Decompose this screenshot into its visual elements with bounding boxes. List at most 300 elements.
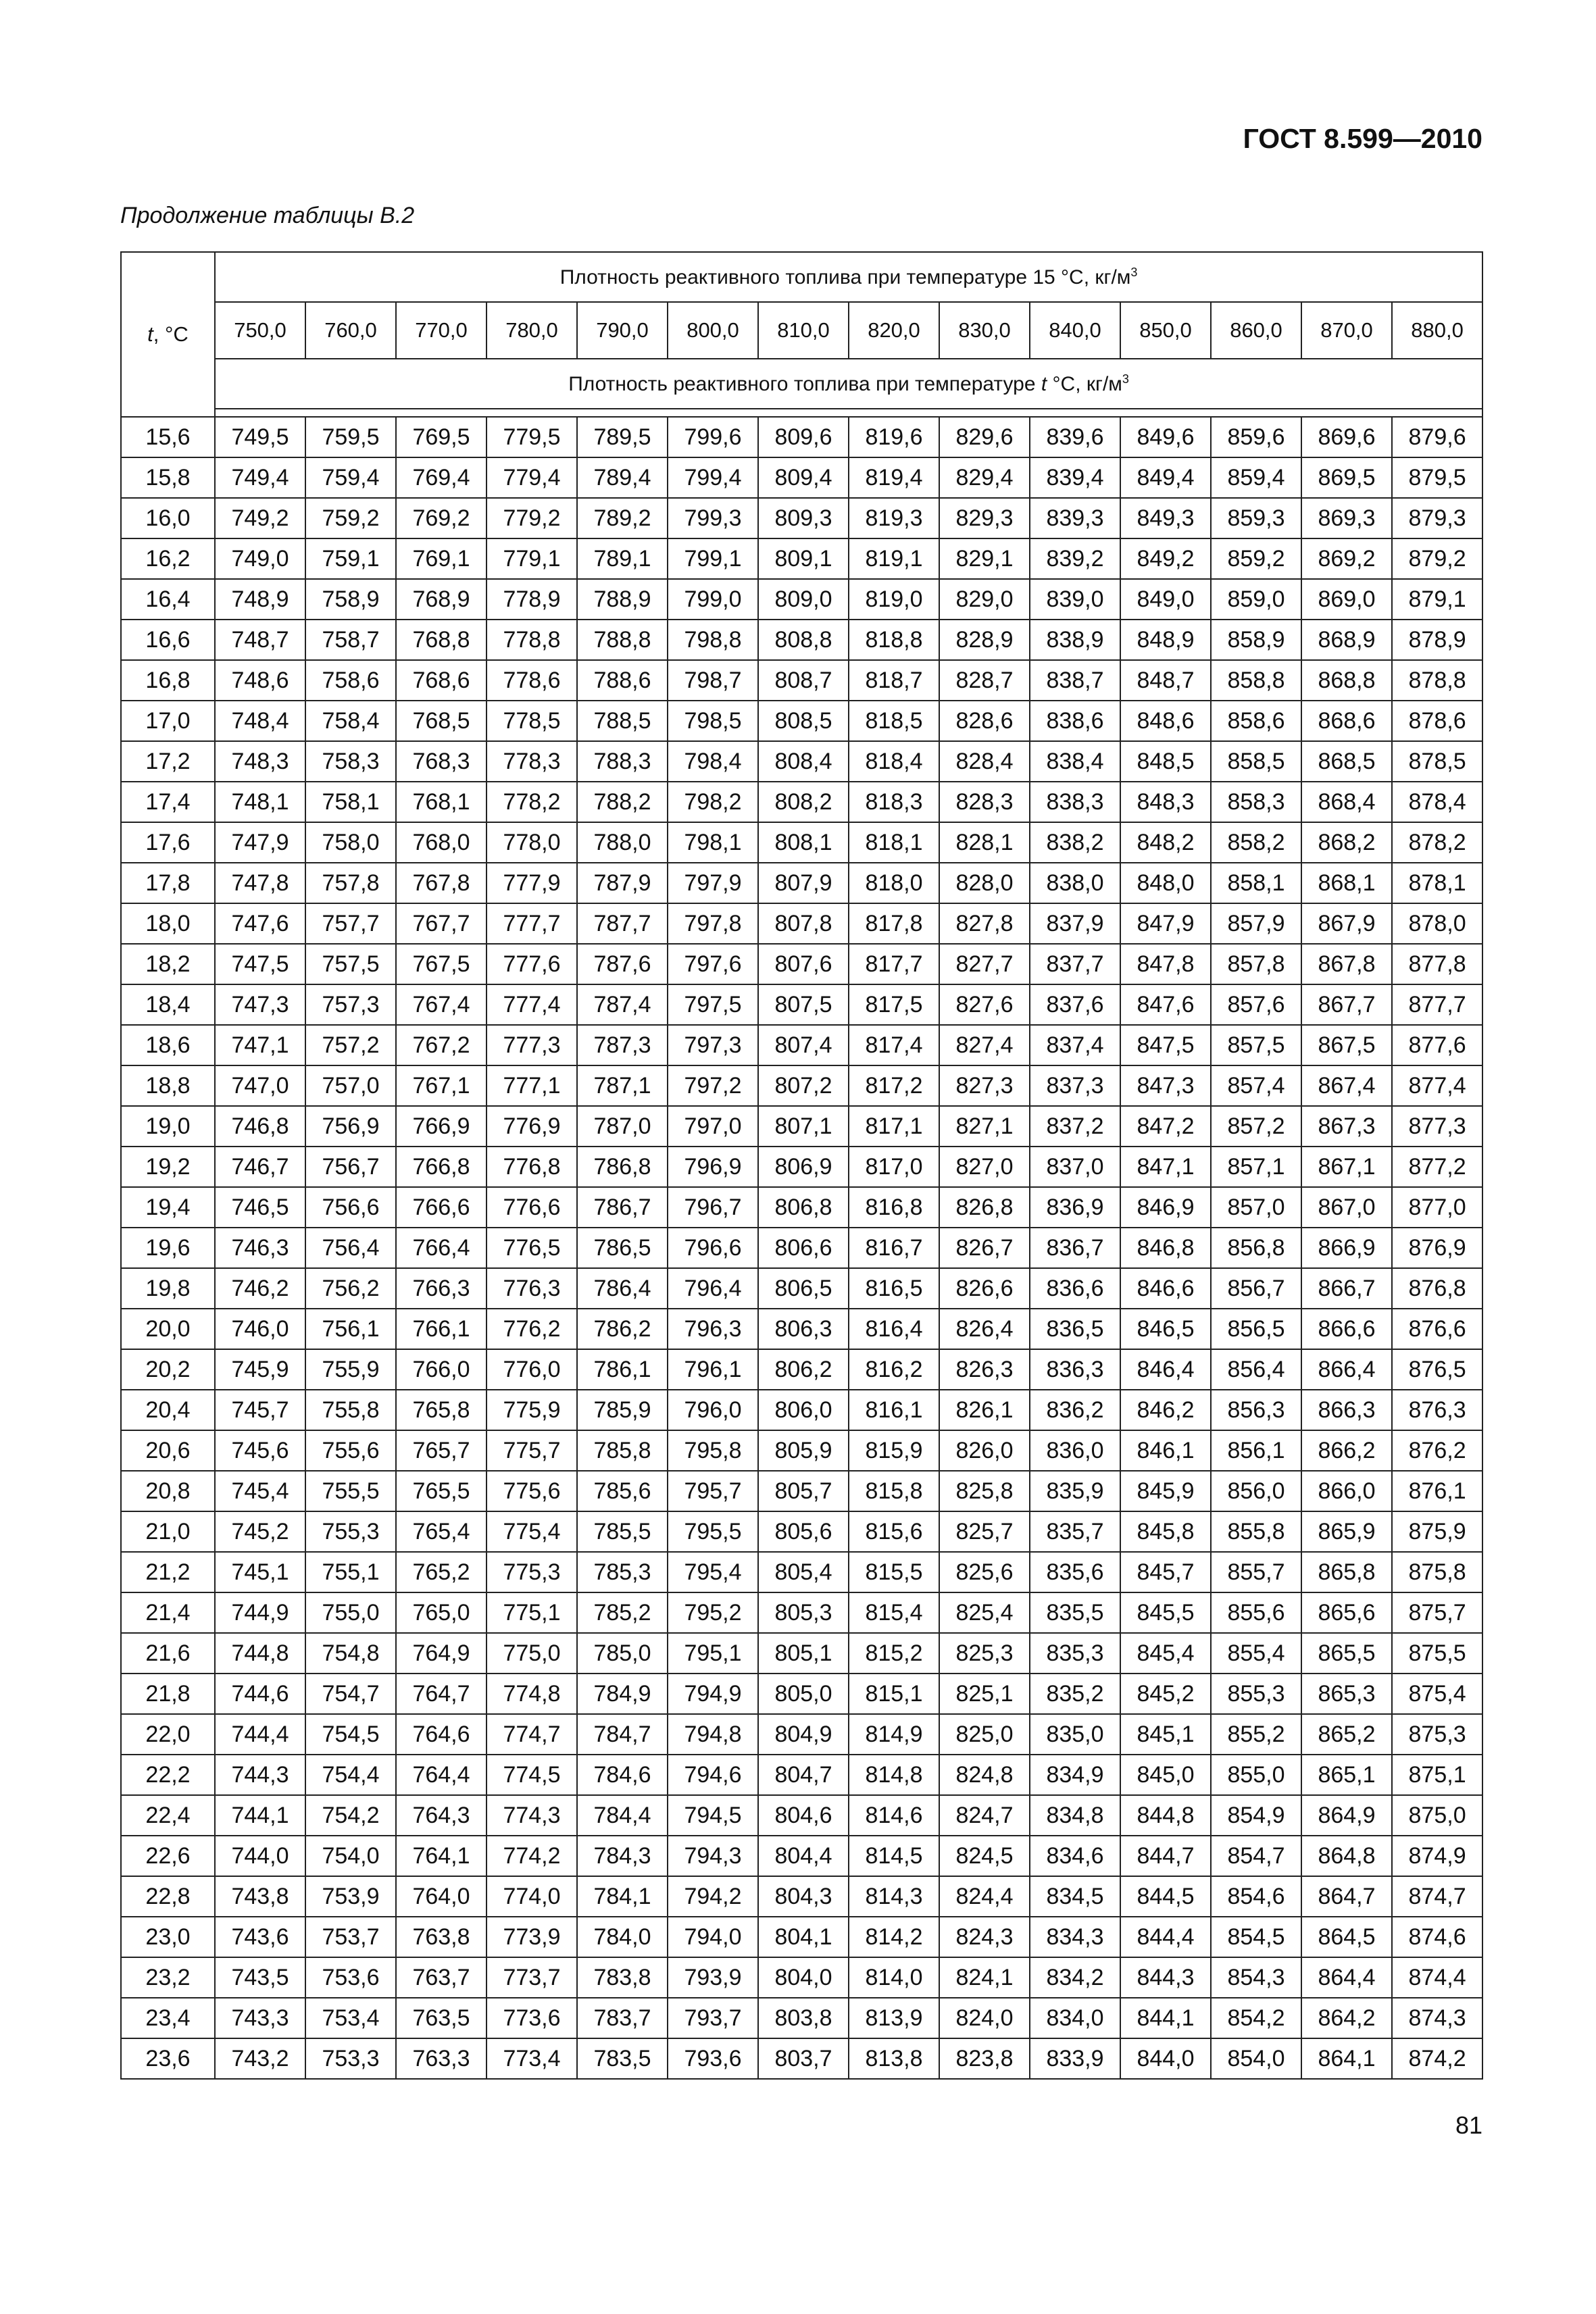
density-cell: 859,4 [1211, 457, 1301, 498]
density-cell: 794,5 [668, 1795, 758, 1836]
density-cell: 848,7 [1120, 660, 1211, 701]
density-cell: 857,2 [1211, 1106, 1301, 1147]
density-cell: 799,4 [668, 457, 758, 498]
density-cell: 855,7 [1211, 1552, 1301, 1592]
density-cell: 805,7 [758, 1471, 849, 1511]
density-cell: 743,2 [215, 2038, 305, 2079]
density-cell: 866,9 [1301, 1228, 1392, 1268]
density-cell: 875,5 [1392, 1633, 1482, 1674]
table-row [121, 579, 1482, 620]
density-cell: 796,3 [668, 1309, 758, 1349]
density-cell: 869,6 [1301, 417, 1392, 457]
density-cell: 849,2 [1120, 538, 1211, 579]
density-cell: 844,5 [1120, 1876, 1211, 1917]
density-cell: 757,3 [305, 984, 396, 1025]
density-cell: 875,7 [1392, 1592, 1482, 1633]
density-cell: 756,9 [305, 1106, 396, 1147]
density-cell: 854,0 [1211, 2038, 1301, 2079]
density-cell: 849,4 [1120, 457, 1211, 498]
density-cell: 798,1 [668, 822, 758, 863]
density-cell: 825,7 [939, 1511, 1030, 1552]
density-cell: 874,4 [1392, 1957, 1482, 1998]
density-cell: 783,8 [577, 1957, 668, 1998]
density-cell: 764,1 [396, 1836, 487, 1876]
density-cell: 775,7 [487, 1430, 577, 1471]
table-row [121, 782, 1482, 822]
density-cell: 818,8 [849, 620, 939, 660]
temperature-cell: 22,8 [121, 1876, 215, 1917]
density-column-header: 830,0 [939, 302, 1030, 359]
density-cell: 828,6 [939, 701, 1030, 741]
density-cell: 766,8 [396, 1147, 487, 1187]
density-cell: 868,8 [1301, 660, 1392, 701]
density-cell: 794,3 [668, 1836, 758, 1876]
density-cell: 869,5 [1301, 457, 1392, 498]
density-cell: 767,1 [396, 1065, 487, 1106]
density-cell: 766,1 [396, 1309, 487, 1349]
density-cell: 798,5 [668, 701, 758, 741]
temperature-cell: 18,0 [121, 903, 215, 944]
density-t-group-header: Плотность реактивного топлива при температуре t °C, $кг/м^3$ [215, 359, 1482, 409]
header-spacer [215, 409, 1482, 417]
density-cell: 777,4 [487, 984, 577, 1025]
density-cell: 744,8 [215, 1633, 305, 1674]
temperature-cell: 22,2 [121, 1755, 215, 1795]
density-cell: 879,6 [1392, 417, 1482, 457]
density-cell: 763,3 [396, 2038, 487, 2079]
density-cell: 834,8 [1030, 1795, 1120, 1836]
density-cell: 833,9 [1030, 2038, 1120, 2079]
density-cell: 816,2 [849, 1349, 939, 1390]
density-cell: 865,2 [1301, 1714, 1392, 1755]
density-cell: 808,8 [758, 620, 849, 660]
density-cell: 774,5 [487, 1755, 577, 1795]
table-row [121, 1025, 1482, 1065]
density-cell: 769,2 [396, 498, 487, 538]
density-cell: 857,9 [1211, 903, 1301, 944]
density-cell: 757,7 [305, 903, 396, 944]
density-cell: 868,1 [1301, 863, 1392, 903]
density-cell: 865,9 [1301, 1511, 1392, 1552]
table-row [121, 1390, 1482, 1430]
density-cell: 766,9 [396, 1106, 487, 1147]
density-cell: 768,0 [396, 822, 487, 863]
table-row [121, 1592, 1482, 1633]
density-cell: 864,9 [1301, 1795, 1392, 1836]
density-cell: 793,6 [668, 2038, 758, 2079]
density-cell: 804,9 [758, 1714, 849, 1755]
density-cell: 847,3 [1120, 1065, 1211, 1106]
density-cell: 855,4 [1211, 1633, 1301, 1674]
density-cell: 807,1 [758, 1106, 849, 1147]
temperature-cell: 21,6 [121, 1633, 215, 1674]
density-cell: 856,3 [1211, 1390, 1301, 1430]
density-cell: 786,7 [577, 1187, 668, 1228]
temperature-cell: 23,0 [121, 1917, 215, 1957]
density-cell: 754,7 [305, 1674, 396, 1714]
density-cell: 847,9 [1120, 903, 1211, 944]
density-cell: 787,3 [577, 1025, 668, 1065]
density-cell: 865,8 [1301, 1552, 1392, 1592]
density-cell: 746,0 [215, 1309, 305, 1349]
density-cell: 836,3 [1030, 1349, 1120, 1390]
temperature-cell: 17,8 [121, 863, 215, 903]
density-column-header: 770,0 [396, 302, 487, 359]
density-cell: 747,5 [215, 944, 305, 984]
density-cell: 767,5 [396, 944, 487, 984]
density-cell: 785,2 [577, 1592, 668, 1633]
density-cell: 867,1 [1301, 1147, 1392, 1187]
density-cell: 794,6 [668, 1755, 758, 1795]
density-cell: 804,6 [758, 1795, 849, 1836]
table-row [121, 1349, 1482, 1390]
density-cell: 815,2 [849, 1633, 939, 1674]
density-cell: 806,2 [758, 1349, 849, 1390]
density-cell: 795,2 [668, 1592, 758, 1633]
density-cell: 825,8 [939, 1471, 1030, 1511]
density-cell: 837,4 [1030, 1025, 1120, 1065]
density-cell: 836,9 [1030, 1187, 1120, 1228]
temperature-cell: 16,2 [121, 538, 215, 579]
density-cell: 877,8 [1392, 944, 1482, 984]
density-cell: 835,9 [1030, 1471, 1120, 1511]
density-cell: 824,1 [939, 1957, 1030, 1998]
density-cell: 795,5 [668, 1511, 758, 1552]
density-cell: 745,1 [215, 1552, 305, 1592]
table-row [121, 498, 1482, 538]
density-cell: 774,3 [487, 1795, 577, 1836]
density-cell: 814,2 [849, 1917, 939, 1957]
density-cell: 864,8 [1301, 1836, 1392, 1876]
density-cell: 845,9 [1120, 1471, 1211, 1511]
table-row [121, 1430, 1482, 1471]
density-cell: 804,7 [758, 1755, 849, 1795]
density-cell: 804,1 [758, 1917, 849, 1957]
temperature-cell: 19,4 [121, 1187, 215, 1228]
density-cell: 824,8 [939, 1755, 1030, 1795]
density-cell: 844,0 [1120, 2038, 1211, 2079]
table-row [121, 417, 1482, 457]
density-cell: 827,4 [939, 1025, 1030, 1065]
density-cell: 758,3 [305, 741, 396, 782]
density-cell: 766,3 [396, 1268, 487, 1309]
density-cell: 787,0 [577, 1106, 668, 1147]
density-cell: 817,2 [849, 1065, 939, 1106]
density-cell: 838,7 [1030, 660, 1120, 701]
density-cell: 867,9 [1301, 903, 1392, 944]
density-cell: 859,3 [1211, 498, 1301, 538]
density-cell: 799,1 [668, 538, 758, 579]
density-cell: 869,0 [1301, 579, 1392, 620]
table-row [121, 1917, 1482, 1957]
density-cell: 793,9 [668, 1957, 758, 1998]
density-cell: 876,2 [1392, 1430, 1482, 1471]
density-cell: 797,8 [668, 903, 758, 944]
density-cell: 755,8 [305, 1390, 396, 1430]
table-caption: Продолжение таблицы В.2 [120, 203, 415, 228]
table-row [121, 1471, 1482, 1511]
density-cell: 744,0 [215, 1836, 305, 1876]
density-cell: 876,1 [1392, 1471, 1482, 1511]
density-cell: 767,8 [396, 863, 487, 903]
density-cell: 869,2 [1301, 538, 1392, 579]
temperature-cell: 15,6 [121, 417, 215, 457]
density-cell: 836,5 [1030, 1309, 1120, 1349]
density-cell: 759,1 [305, 538, 396, 579]
table-row [121, 1228, 1482, 1268]
density-cell: 826,8 [939, 1187, 1030, 1228]
density-cell: 866,0 [1301, 1471, 1392, 1511]
density-cell: 758,0 [305, 822, 396, 863]
density-cell: 778,6 [487, 660, 577, 701]
density-cell: 827,3 [939, 1065, 1030, 1106]
density-cell: 845,7 [1120, 1552, 1211, 1592]
density-cell: 879,2 [1392, 538, 1482, 579]
density-cell: 747,3 [215, 984, 305, 1025]
density-cell: 808,7 [758, 660, 849, 701]
density-cell: 875,1 [1392, 1755, 1482, 1795]
table-row [121, 903, 1482, 944]
density-cell: 834,6 [1030, 1836, 1120, 1876]
density-cell: 796,7 [668, 1187, 758, 1228]
density-cell: 844,4 [1120, 1917, 1211, 1957]
density-cell: 788,8 [577, 620, 668, 660]
density-cell: 848,3 [1120, 782, 1211, 822]
temperature-cell: 19,8 [121, 1268, 215, 1309]
density-cell: 816,1 [849, 1390, 939, 1430]
density-cell: 774,0 [487, 1876, 577, 1917]
density-cell: 784,3 [577, 1836, 668, 1876]
density-cell: 857,1 [1211, 1147, 1301, 1187]
temperature-cell: 22,6 [121, 1836, 215, 1876]
density-cell: 857,8 [1211, 944, 1301, 984]
density-cell: 764,7 [396, 1674, 487, 1714]
density-cell: 787,4 [577, 984, 668, 1025]
density-cell: 826,4 [939, 1309, 1030, 1349]
density-cell: 787,9 [577, 863, 668, 903]
density-cell: 778,3 [487, 741, 577, 782]
density-cell: 748,6 [215, 660, 305, 701]
density-cell: 807,5 [758, 984, 849, 1025]
density-cell: 788,2 [577, 782, 668, 822]
density-cell: 818,7 [849, 660, 939, 701]
density-cell: 746,8 [215, 1106, 305, 1147]
density-cell: 748,9 [215, 579, 305, 620]
density-cell: 743,5 [215, 1957, 305, 1998]
density-cell: 754,4 [305, 1755, 396, 1795]
density-cell: 746,5 [215, 1187, 305, 1228]
table-row [121, 741, 1482, 782]
density-cell: 759,4 [305, 457, 396, 498]
density-cell: 753,7 [305, 1917, 396, 1957]
density-cell: 878,8 [1392, 660, 1482, 701]
density-cell: 879,5 [1392, 457, 1482, 498]
density-cell: 754,2 [305, 1795, 396, 1836]
density-cell: 764,9 [396, 1633, 487, 1674]
density-cell: 837,3 [1030, 1065, 1120, 1106]
density-cell: 878,0 [1392, 903, 1482, 944]
density-cell: 779,4 [487, 457, 577, 498]
density-cell: 817,5 [849, 984, 939, 1025]
density-cell: 846,9 [1120, 1187, 1211, 1228]
density-cell: 807,8 [758, 903, 849, 944]
density-cell: 837,6 [1030, 984, 1120, 1025]
density-cell: 757,0 [305, 1065, 396, 1106]
density-cell: 855,8 [1211, 1511, 1301, 1552]
temperature-cell: 17,6 [121, 822, 215, 863]
density-cell: 819,4 [849, 457, 939, 498]
density-cell: 793,7 [668, 1998, 758, 2038]
density-cell: 877,6 [1392, 1025, 1482, 1065]
density-cell: 744,9 [215, 1592, 305, 1633]
density-cell: 797,5 [668, 984, 758, 1025]
density-cell: 766,6 [396, 1187, 487, 1228]
density-cell: 877,3 [1392, 1106, 1482, 1147]
density-column-header: 840,0 [1030, 302, 1120, 359]
density-cell: 753,3 [305, 2038, 396, 2079]
density-cell: 805,1 [758, 1633, 849, 1674]
density-cell: 803,8 [758, 1998, 849, 2038]
table-row [121, 1147, 1482, 1187]
density-cell: 838,6 [1030, 701, 1120, 741]
density-cell: 795,1 [668, 1633, 758, 1674]
density-cell: 848,2 [1120, 822, 1211, 863]
density-cell: 788,5 [577, 701, 668, 741]
density-cell: 828,9 [939, 620, 1030, 660]
density-cell: 877,4 [1392, 1065, 1482, 1106]
density-cell: 787,1 [577, 1065, 668, 1106]
density-cell: 817,4 [849, 1025, 939, 1065]
density-cell: 777,3 [487, 1025, 577, 1065]
density-cell: 815,6 [849, 1511, 939, 1552]
density-cell: 827,8 [939, 903, 1030, 944]
density-cell: 796,9 [668, 1147, 758, 1187]
density-cell: 846,6 [1120, 1268, 1211, 1309]
density-cell: 805,6 [758, 1511, 849, 1552]
density-cell: 846,8 [1120, 1228, 1211, 1268]
density-cell: 804,4 [758, 1836, 849, 1876]
table-row [121, 1957, 1482, 1998]
density-cell: 745,9 [215, 1349, 305, 1390]
density-cell: 867,4 [1301, 1065, 1392, 1106]
density-cell: 775,4 [487, 1511, 577, 1552]
density-cell: 866,4 [1301, 1349, 1392, 1390]
density-cell: 816,5 [849, 1268, 939, 1309]
density-cell: 838,3 [1030, 782, 1120, 822]
density-cell: 808,4 [758, 741, 849, 782]
density-cell: 856,8 [1211, 1228, 1301, 1268]
density-cell: 864,7 [1301, 1876, 1392, 1917]
density-cell: 848,0 [1120, 863, 1211, 903]
table-row [121, 1065, 1482, 1106]
density-cell: 794,0 [668, 1917, 758, 1957]
density-cell: 875,3 [1392, 1714, 1482, 1755]
density-cell: 865,3 [1301, 1674, 1392, 1714]
density-cell: 858,8 [1211, 660, 1301, 701]
density-cell: 773,7 [487, 1957, 577, 1998]
density-cell: 864,5 [1301, 1917, 1392, 1957]
density-cell: 798,7 [668, 660, 758, 701]
density-cell: 848,6 [1120, 701, 1211, 741]
density-cell: 818,0 [849, 863, 939, 903]
density-cell: 776,6 [487, 1187, 577, 1228]
density-cell: 813,9 [849, 1998, 939, 2038]
density-cell: 805,9 [758, 1430, 849, 1471]
density-cell: 813,8 [849, 2038, 939, 2079]
density-cell: 875,9 [1392, 1511, 1482, 1552]
density-column-header: 820,0 [849, 302, 939, 359]
density-cell: 837,7 [1030, 944, 1120, 984]
density-cell: 776,8 [487, 1147, 577, 1187]
density-cell: 874,9 [1392, 1836, 1482, 1876]
density-cell: 784,0 [577, 1917, 668, 1957]
density-cell: 858,2 [1211, 822, 1301, 863]
temperature-cell: 18,2 [121, 944, 215, 984]
density-cell: 806,9 [758, 1147, 849, 1187]
density-cell: 856,7 [1211, 1268, 1301, 1309]
density-cell: 845,5 [1120, 1592, 1211, 1633]
density-cell: 847,8 [1120, 944, 1211, 984]
density-cell: 839,6 [1030, 417, 1120, 457]
density-cell: 807,9 [758, 863, 849, 903]
density-cell: 786,8 [577, 1147, 668, 1187]
temperature-cell: 19,6 [121, 1228, 215, 1268]
density-cell: 856,0 [1211, 1471, 1301, 1511]
density-cell: 756,2 [305, 1268, 396, 1309]
density-cell: 785,5 [577, 1511, 668, 1552]
table-row [121, 1876, 1482, 1917]
density-cell: 779,2 [487, 498, 577, 538]
table-row [121, 1714, 1482, 1755]
density-cell: 747,1 [215, 1025, 305, 1065]
density-cell: 779,5 [487, 417, 577, 457]
table-row [121, 457, 1482, 498]
density-cell: 818,3 [849, 782, 939, 822]
density-cell: 816,8 [849, 1187, 939, 1228]
density-cell: 773,9 [487, 1917, 577, 1957]
density-cell: 858,6 [1211, 701, 1301, 741]
density-cell: 756,1 [305, 1309, 396, 1349]
density-cell: 804,0 [758, 1957, 849, 1998]
density-cell: 768,9 [396, 579, 487, 620]
density-cell: 815,4 [849, 1592, 939, 1633]
density-cell: 808,1 [758, 822, 849, 863]
density-cell: 849,3 [1120, 498, 1211, 538]
density-cell: 757,5 [305, 944, 396, 984]
density-cell: 758,1 [305, 782, 396, 822]
density-cell: 827,7 [939, 944, 1030, 984]
table-row [121, 1187, 1482, 1228]
density-cell: 747,8 [215, 863, 305, 903]
density-cell: 819,0 [849, 579, 939, 620]
density-cell: 847,2 [1120, 1106, 1211, 1147]
table-row [121, 1674, 1482, 1714]
density-cell: 786,4 [577, 1268, 668, 1309]
density-cell: 775,6 [487, 1471, 577, 1511]
density-cell: 749,4 [215, 457, 305, 498]
density-cell: 797,0 [668, 1106, 758, 1147]
density-cell: 839,3 [1030, 498, 1120, 538]
density-cell: 759,5 [305, 417, 396, 457]
density-cell: 815,8 [849, 1471, 939, 1511]
density-cell: 825,0 [939, 1714, 1030, 1755]
density-cell: 834,9 [1030, 1755, 1120, 1795]
table-row [121, 1552, 1482, 1592]
density-cell: 828,4 [939, 741, 1030, 782]
density-cell: 836,6 [1030, 1268, 1120, 1309]
density-cell: 744,3 [215, 1755, 305, 1795]
density-cell: 744,6 [215, 1674, 305, 1714]
